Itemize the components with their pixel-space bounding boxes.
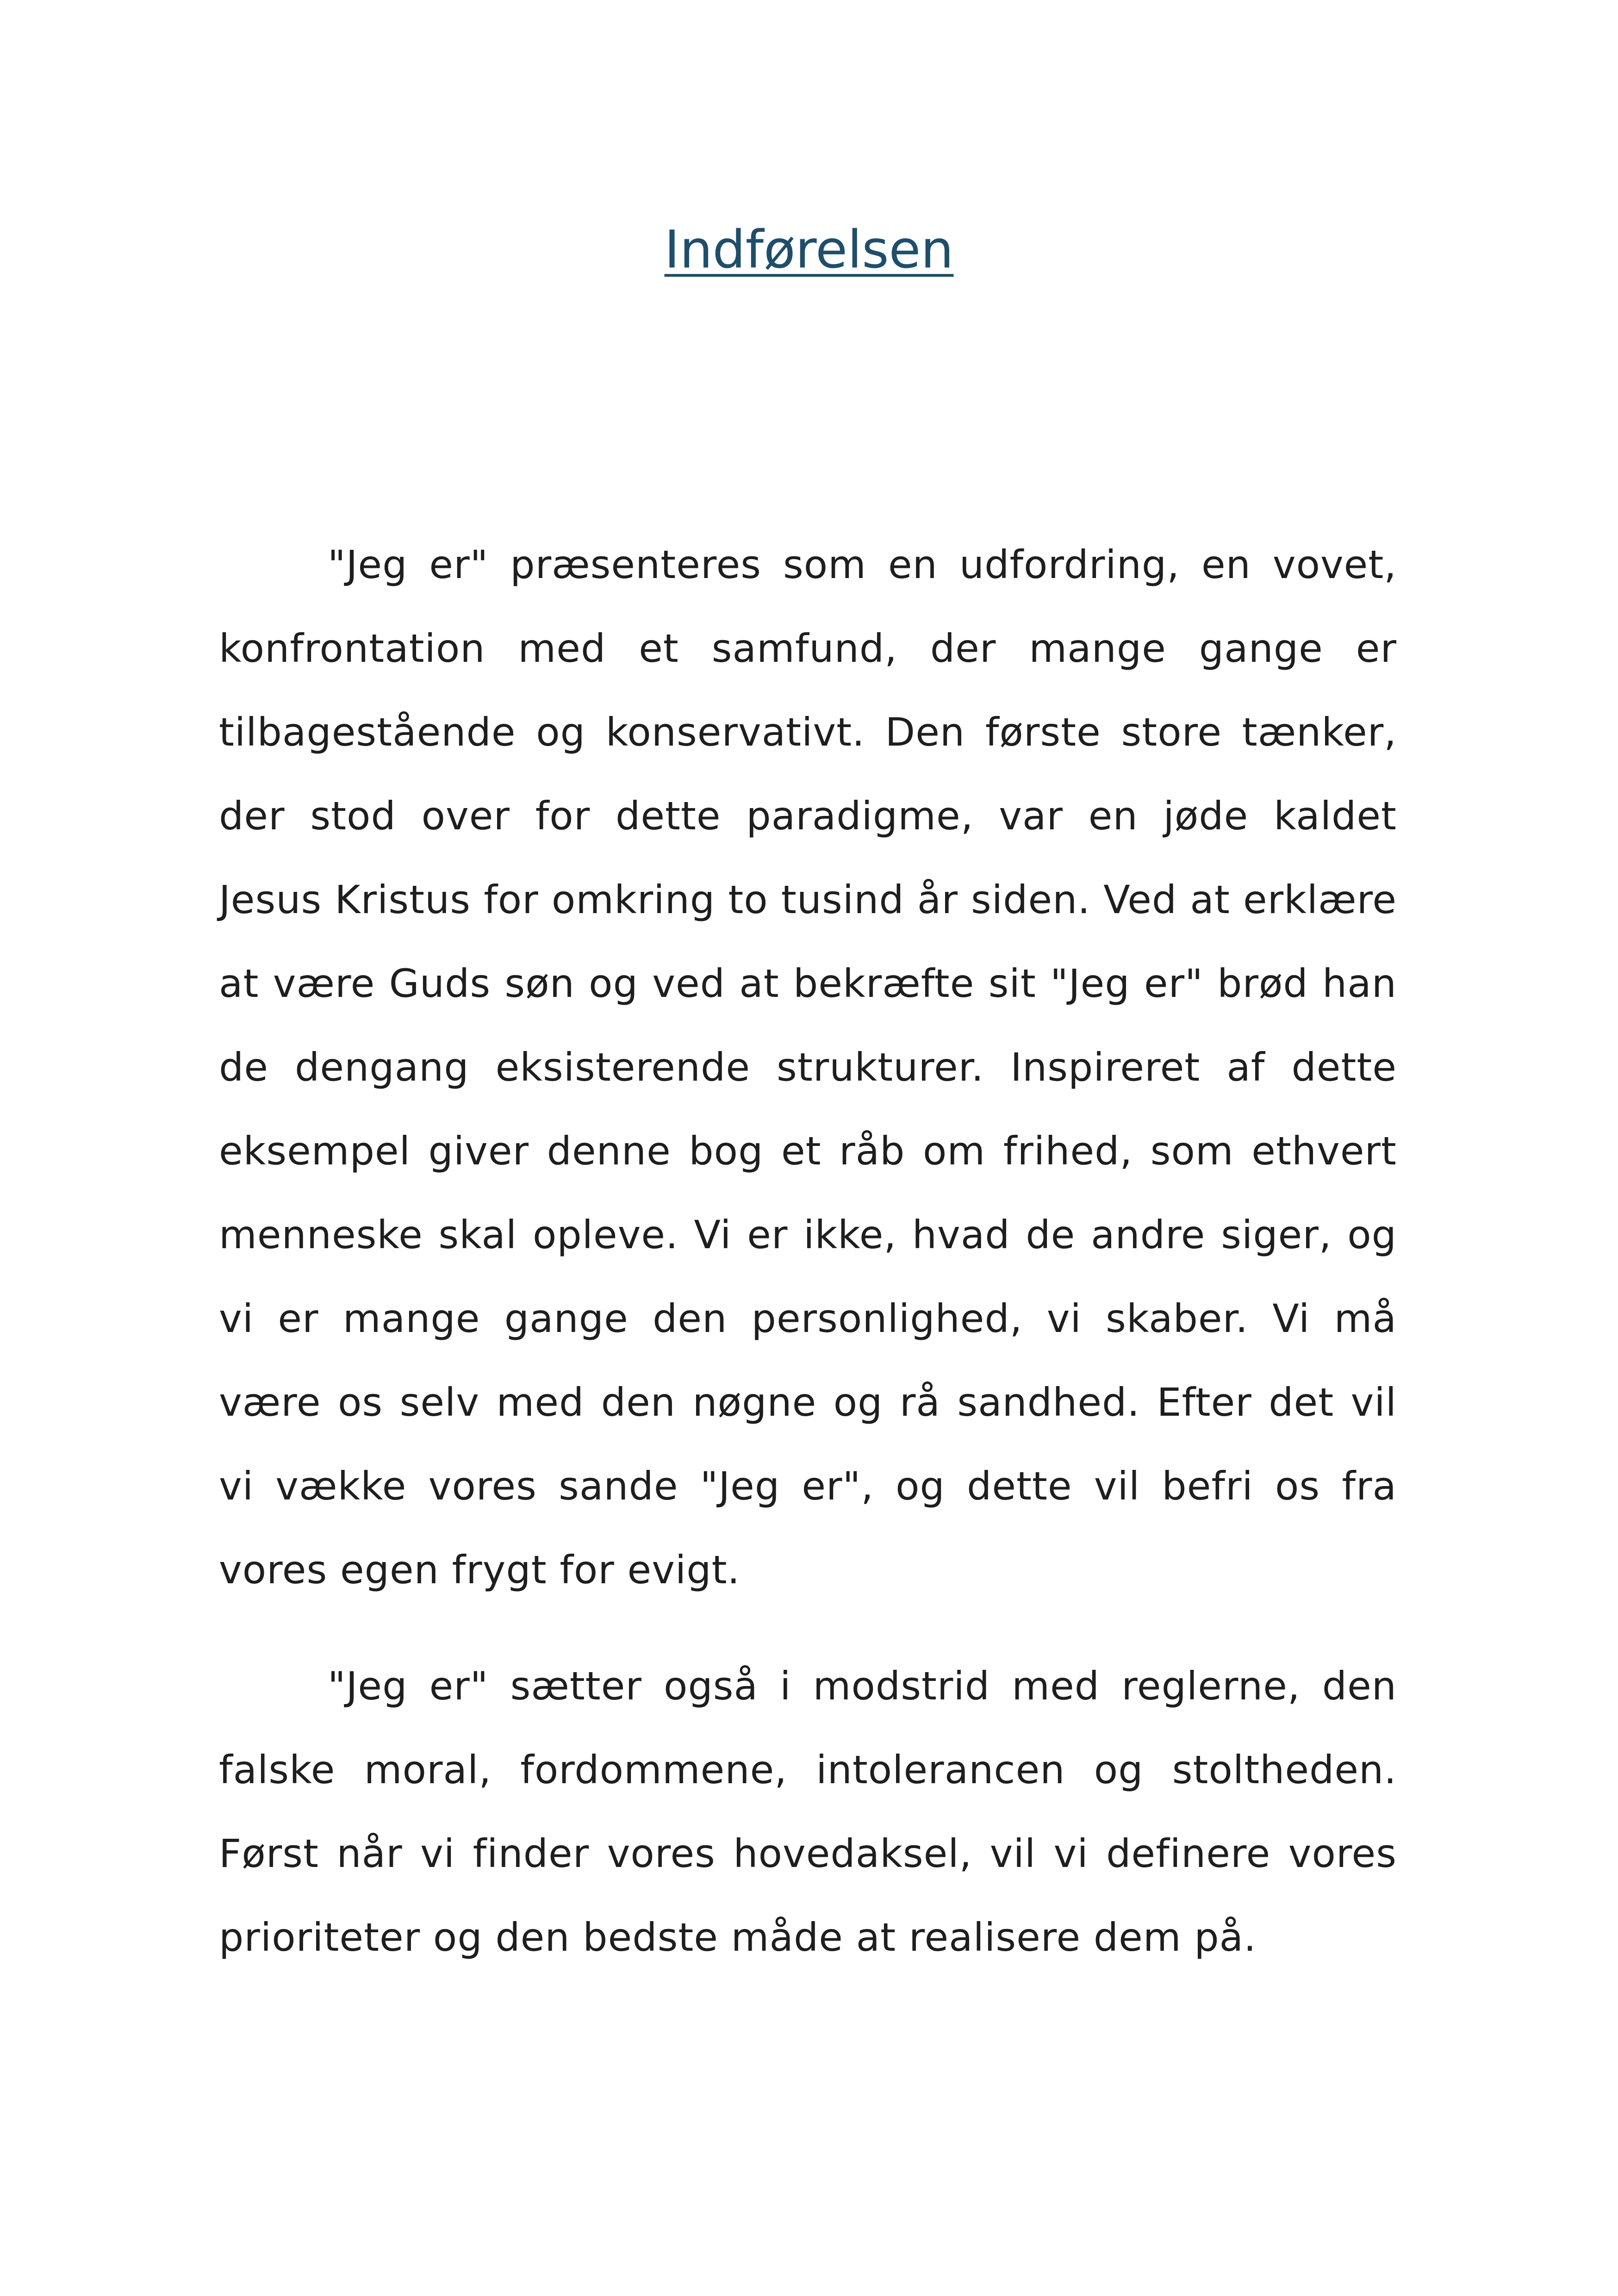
page-title (0, 213, 1618, 287)
body-text (219, 523, 1397, 2012)
paragraph-2: "Jeg er" sætter også i modstrid med reglerne, den falske moral, fordommene, intolerancen og stoltheden. Først når vi finder vores hovedaksel, vil vi definere vores prioriteter og den bedste måde at realisere dem på. (219, 1663, 1397, 1960)
page-title-text: Indførelsen (664, 220, 954, 280)
paragraph-1: "Jeg er" præsenteres som en udfordring, en vovet, konfrontation med et samfund, der mange gange er tilbagestående og konservativt. Den første store tænker, der stod over for dette paradigme, var en jøde kaldet Jesus Kristus for omkring to tusind år siden. Ved at erklære at være Guds søn og ved at bekræfte sit "Jeg er" brød han de dengang eksisterende strukturer. Inspireret af dette eksempel giver denne bog et råb om frihed, som ethvert menneske skal opleve. Vi er ikke, hvad de andre siger, og vi er mange gange den personlighed, vi skaber. Vi må være os selv med den nøgne og rå sandhed. Efter det vil vi vække vores sande "Jeg er", og dette vil befri os fra vores egen frygt for evigt. (219, 542, 1397, 1593)
